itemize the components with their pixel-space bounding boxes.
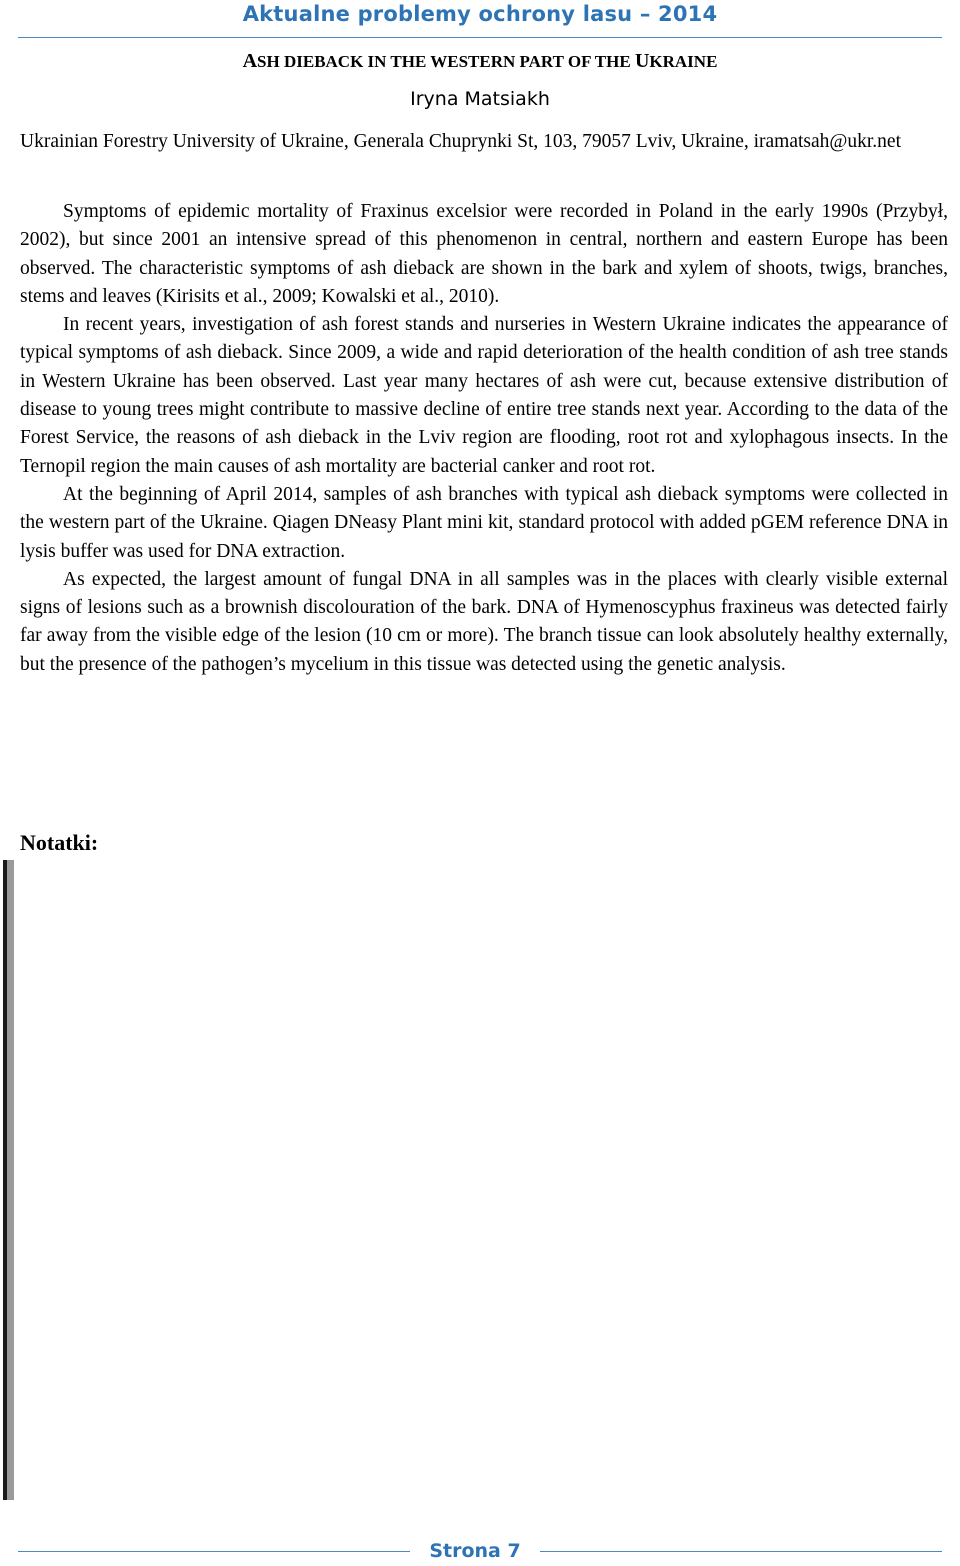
notes-heading: Notatki: xyxy=(20,830,99,855)
paragraph: At the beginning of April 2014, samples of ash branches with typical ash dieback symptoms were collected in the western part of the Ukraine. Qiagen DNeasy Plant mini kit, standard protocol with added pGEM reference DNA in lysis buffer was used for DNA extraction. xyxy=(20,483,948,562)
header-rule xyxy=(18,37,942,38)
title-part: KRAINE xyxy=(649,52,718,71)
author-affiliation: Ukrainian Forestry University of Ukraine, Generala Chuprynki St, 103, 79057 Lviv, Ukraine, iramatsah@ukr.net xyxy=(20,131,901,152)
abstract-body xyxy=(20,198,948,679)
footer-rule-left xyxy=(18,1551,410,1552)
footer-rule-right xyxy=(540,1551,942,1552)
paper-title xyxy=(0,50,960,73)
title-initial: U xyxy=(634,50,650,72)
page-number: Strona 7 xyxy=(429,1540,521,1562)
paragraph: As expected, the largest amount of fungal DNA in all samples was in the places with clearly visible external signs of lesions such as a brownish discolouration of the bark. DNA of Hymenoscyphus fraxineus was detected fairly far away from the visible edge of the lesion (10 cm or more). The branch tissue can look absolutely healthy externally, but the presence of the pathogen’s mycelium in this tissue was detected using the genetic analysis. xyxy=(20,568,948,675)
author-name: Iryna Matsiakh xyxy=(410,88,550,110)
running-header: Aktualne problemy ochrony lasu – 2014 xyxy=(242,2,718,26)
notes-margin-shadow xyxy=(7,860,14,1500)
title-initial: A xyxy=(242,50,258,72)
title-part: SH DIEBACK IN THE WESTERN PART OF THE xyxy=(257,52,635,71)
paragraph: In recent years, investigation of ash forest stands and nurseries in Western Ukraine indicates the appearance of typical symptoms of ash dieback. Since 2009, a wide and rapid deterioration of the health condition of ash tree stands in Western Ukraine has been observed. Last year many hectares of ash were cut, because extensive distribution of disease to young trees might contribute to massive decline of entire tree stands next year. According to the data of the Forest Service, the reasons of ash dieback in the Lviv region are flooding, root rot and xylophagous insects. In the Ternopil region the main causes of ash mortality are bacterial canker and root rot. xyxy=(20,314,948,477)
paragraph: Symptoms of epidemic mortality of Fraxinus excelsior were recorded in Poland in the early 1990s (Przybył, 2002), but since 2001 an intensive spread of this phenomenon in central, northern and eastern Europe has been observed. The characteristic symptoms of ash dieback are shown in the bark and xylem of shoots, twigs, branches, stems and leaves (Kirisits et al., 2009; Kowalski et al., 2010). xyxy=(20,201,948,307)
